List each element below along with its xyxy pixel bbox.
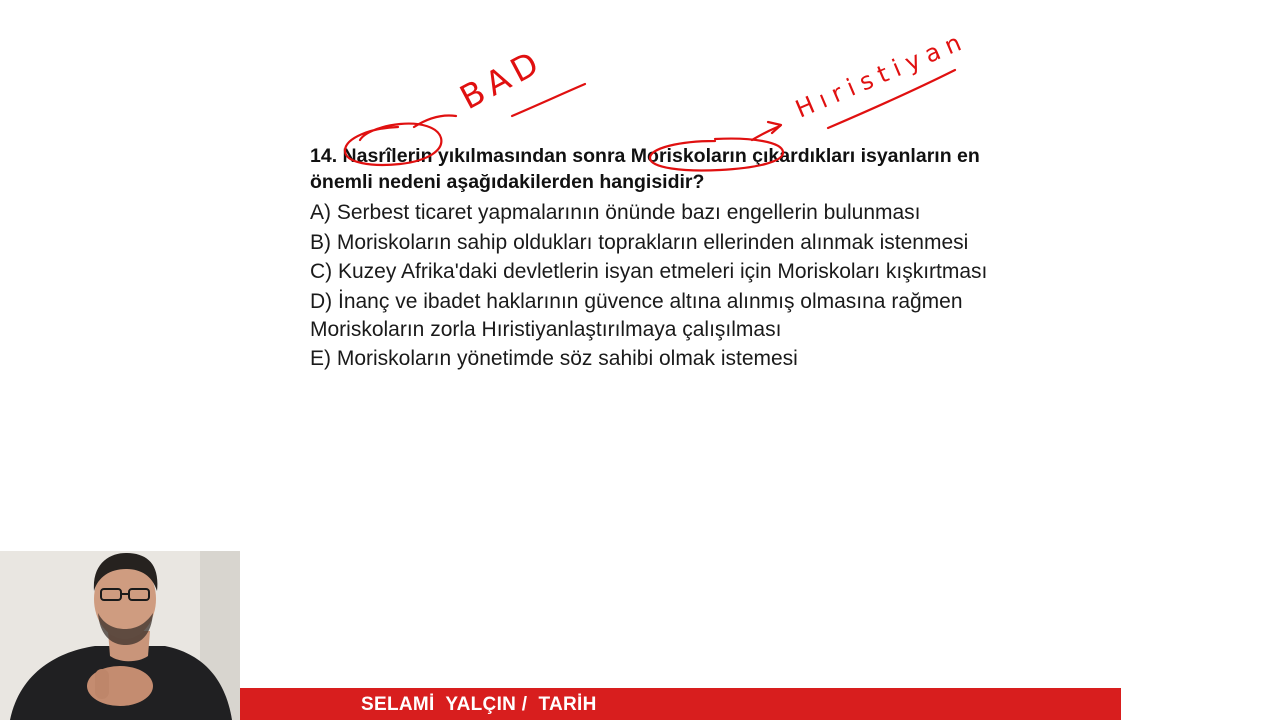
presenter-image [0, 551, 240, 720]
underline-hiristiyan [828, 70, 955, 128]
underline-bad [512, 84, 585, 116]
question-text: 14. Nasrîlerin yıkılmasından sonra Moriskoların çıkardıkları isyanların en önemli nedeni aşağıdakilerden hangisidir? [310, 145, 980, 193]
annotation-hiristiyan: Hıristiyan [791, 25, 972, 124]
arrow-line [752, 126, 780, 140]
option-d: D) İnanç ve ibadet haklarının güvence altına alınmış olmasına rağmen Moriskoların zorla Hıristiyanlaştırılmaya çalışılması [310, 289, 963, 341]
arrow-head [768, 122, 781, 133]
banner-title: SELAMİ YALÇIN / TARİH [361, 694, 597, 715]
pointer-line-1 [414, 115, 456, 127]
answer-options [310, 199, 1030, 375]
option-b: B) Moriskoların sahip oldukları toprakların ellerinden alınmak istenmesi [310, 230, 969, 254]
annotation-bad: BAD [453, 41, 551, 118]
option-e: E) Moriskoların yönetimde söz sahibi olmak istemesi [310, 347, 798, 370]
option-a: A) Serbest ticaret yapmalarının önünde bazı engellerin bulunması [310, 201, 921, 224]
webcam-feed [0, 551, 240, 720]
presenter-banner [240, 688, 1121, 720]
option-c: C) Kuzey Afrika'daki devletlerin isyan etmeleri için Moriskoları kışkırtması [310, 260, 988, 283]
